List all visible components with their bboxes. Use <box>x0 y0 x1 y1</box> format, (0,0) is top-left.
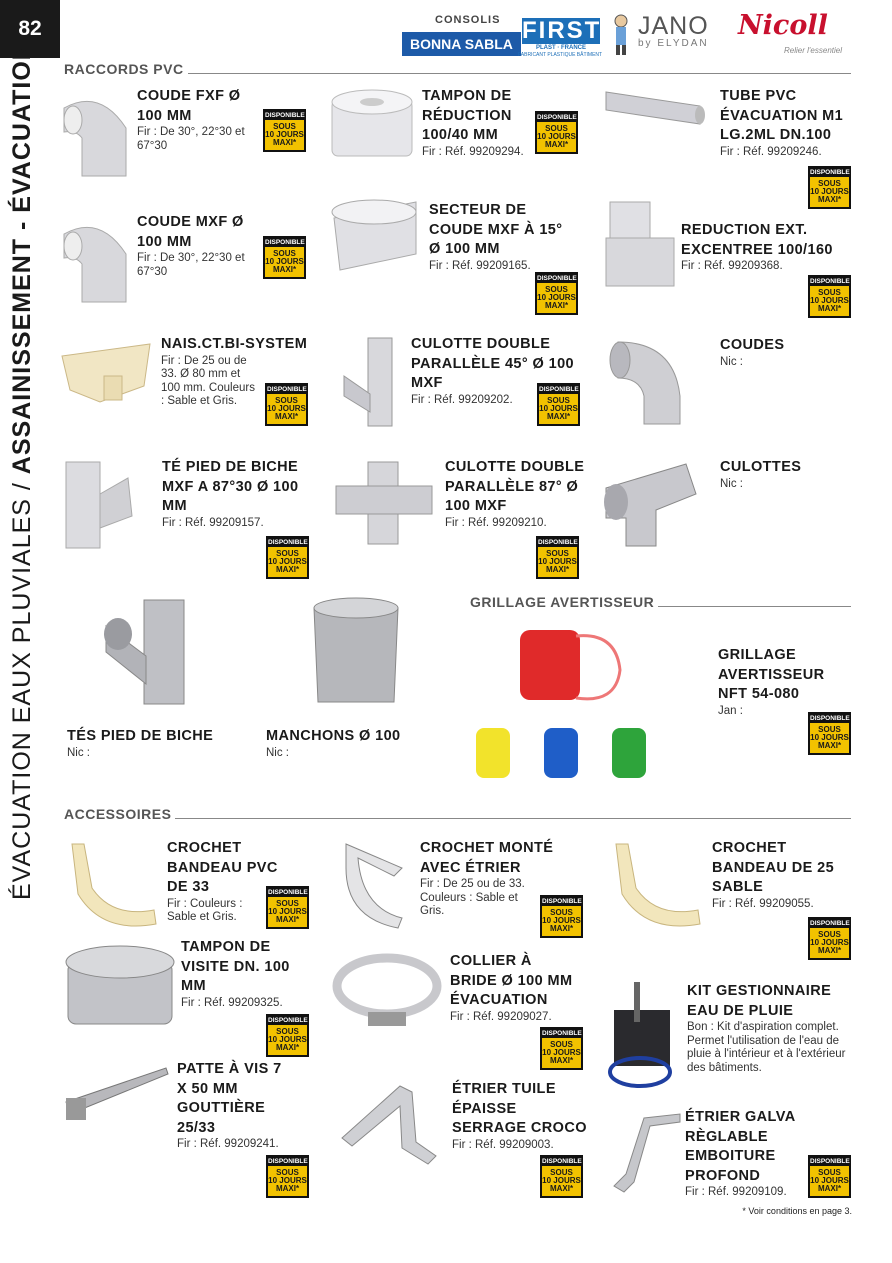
badge-line2: 10 JOURS <box>810 296 849 305</box>
product-desc: Fir : Réf. 99209109. <box>685 1186 787 1198</box>
tes-pied-image <box>100 596 192 708</box>
badge-line1: SOUS <box>550 908 573 917</box>
product-coudes <box>720 336 850 369</box>
product-culotte87 <box>445 458 585 530</box>
product-desc: Fir : Réf. 99209055. <box>712 897 814 910</box>
badge-line3: MAXI* <box>817 304 842 313</box>
grillage-red-image <box>516 622 624 708</box>
crochet-monte-image <box>332 838 416 930</box>
badge-line1: SOUS <box>818 1168 841 1177</box>
manchons-image <box>310 596 402 708</box>
badge-line1: SOUS <box>545 285 568 294</box>
first-logo-tagline: FABRICANT PLASTIQUE BÂTIMENT <box>518 52 603 58</box>
badge-line1: SOUS <box>550 1168 573 1177</box>
first-logo-text: FIRST <box>522 17 602 44</box>
kit-image <box>604 980 682 1092</box>
product-tes-pied <box>67 727 257 760</box>
badge-line2: 10 JOURS <box>542 1176 581 1185</box>
product-title: GRILLAGE AVERTISSEUR NFT 54-080 <box>718 647 825 702</box>
badge-line3: MAXI* <box>272 138 297 147</box>
page-number: 82 <box>0 0 60 58</box>
product-title: CULOTTES <box>720 459 802 475</box>
etrier-galva-image <box>604 1112 684 1200</box>
product-desc: Fir : Réf. 99209325. <box>181 996 283 1009</box>
product-desc: Fir : Réf. 99209157. <box>162 516 264 529</box>
badge-line2: 10 JOURS <box>542 916 581 925</box>
product-collier <box>450 952 580 1024</box>
section-grillage <box>470 594 851 610</box>
product-desc: Nic : <box>67 746 90 759</box>
product-title: SECTEUR DE COUDE MXF À 15° Ø 100 MM <box>429 202 563 257</box>
product-desc: Fir : Réf. 99209294. <box>422 145 524 158</box>
availability-badge <box>266 536 309 579</box>
product-desc: Fir : Couleurs : Sable et Gris. <box>167 897 243 923</box>
product-desc: Fir : Réf. 99209210. <box>445 516 547 529</box>
badge-line1: SOUS <box>273 122 296 131</box>
product-title: CROCHET MONTÉ AVEC ÉTRIER <box>420 840 554 876</box>
badge-top: DISPONIBLE <box>538 539 578 546</box>
badge-top: DISPONIBLE <box>268 1158 308 1165</box>
section-raccords-label: RACCORDS PVC <box>64 61 184 77</box>
product-title: ÉTRIER GALVA RÈGLABLE EMBOITURE PROFOND <box>685 1109 796 1184</box>
availability-badge <box>266 886 309 929</box>
product-title: COUDES <box>720 337 785 353</box>
product-title: TUBE PVC ÉVACUATION M1 LG.2ML DN.100 <box>720 88 844 143</box>
badge-line1: SOUS <box>818 288 841 297</box>
product-tube-pvc <box>720 87 852 159</box>
badge-top: DISPONIBLE <box>267 386 307 393</box>
badge-line3: MAXI* <box>275 565 300 574</box>
badge-line1: SOUS <box>276 1027 299 1036</box>
badge-top: DISPONIBLE <box>265 239 305 246</box>
badge-line2: 10 JOURS <box>538 557 577 566</box>
badge-line3: MAXI* <box>272 265 297 274</box>
product-te-pied <box>162 458 302 530</box>
badge-line1: SOUS <box>547 396 570 405</box>
availability-badge <box>537 383 580 426</box>
availability-badge <box>266 1155 309 1198</box>
badge-line3: MAXI* <box>817 946 842 955</box>
badge-line1: SOUS <box>818 179 841 188</box>
product-title: COUDE MXF Ø 100 MM <box>137 214 244 250</box>
bonna-sabla-logo: BONNA SABLA <box>402 32 521 56</box>
product-culottes <box>720 458 850 491</box>
badge-line3: MAXI* <box>274 412 299 421</box>
badge-top: DISPONIBLE <box>268 889 308 896</box>
badge-top: DISPONIBLE <box>810 920 850 927</box>
badge-line1: SOUS <box>273 249 296 258</box>
badge-top: DISPONIBLE <box>265 112 305 119</box>
grillage-colors-image <box>474 722 680 784</box>
badge-line2: 10 JOURS <box>265 130 304 139</box>
side-title-light: ÉVACUATION EAUX PLUVIALES <box>8 498 36 900</box>
first-plast-logo <box>522 18 600 52</box>
section-accessoires <box>64 806 851 822</box>
badge-line3: MAXI* <box>549 1056 574 1065</box>
nicoll-logo: Nicoll <box>738 10 828 41</box>
badge-line3: MAXI* <box>817 1184 842 1193</box>
availability-badge <box>265 383 308 426</box>
badge-line1: SOUS <box>275 396 298 405</box>
nais-image <box>60 336 156 408</box>
availability-badge <box>540 1027 583 1070</box>
badge-line3: MAXI* <box>275 915 300 924</box>
culotte45-image <box>340 336 402 428</box>
badge-line1: SOUS <box>276 899 299 908</box>
badge-line2: 10 JOURS <box>267 404 306 413</box>
badge-line3: MAXI* <box>817 195 842 204</box>
culotte87-image <box>334 460 434 546</box>
collier-image <box>332 950 442 1032</box>
footnote: * Voir conditions en page 3. <box>742 1206 852 1216</box>
badge-top: DISPONIBLE <box>542 1030 582 1037</box>
brand-logos <box>400 8 855 58</box>
product-title: KIT GESTIONNAIRE EAU DE PLUIE <box>687 983 832 1019</box>
badge-top: DISPONIBLE <box>810 278 850 285</box>
badge-line1: SOUS <box>276 549 299 558</box>
product-coude-mxf <box>137 213 262 279</box>
side-title <box>8 41 37 900</box>
availability-badge <box>540 895 583 938</box>
coude-fxf-image <box>60 88 132 180</box>
section-grillage-label: GRILLAGE AVERTISSEUR <box>470 594 655 610</box>
badge-line2: 10 JOURS <box>542 1048 581 1057</box>
badge-line1: SOUS <box>545 124 568 133</box>
product-desc: Fir : Réf. 99209368. <box>681 260 783 272</box>
badge-line2: 10 JOURS <box>268 1035 307 1044</box>
badge-line1: SOUS <box>276 1168 299 1177</box>
badge-line2: 10 JOURS <box>268 557 307 566</box>
badge-line3: MAXI* <box>546 412 571 421</box>
badge-line2: 10 JOURS <box>268 907 307 916</box>
badge-top: DISPONIBLE <box>542 1158 582 1165</box>
availability-badge <box>808 166 851 209</box>
product-patte <box>177 1060 287 1152</box>
badge-line2: 10 JOURS <box>539 404 578 413</box>
badge-top: DISPONIBLE <box>537 114 577 121</box>
culottes-image <box>596 458 700 548</box>
badge-line1: SOUS <box>550 1040 573 1049</box>
product-secteur <box>429 201 569 273</box>
tampon-visite-image <box>62 940 178 1030</box>
badge-line2: 10 JOURS <box>810 187 849 196</box>
badge-line3: MAXI* <box>544 140 569 149</box>
badge-top: DISPONIBLE <box>268 539 308 546</box>
badge-line2: 10 JOURS <box>810 938 849 947</box>
jano-logo-sub: by ELYDAN <box>638 38 709 49</box>
product-title: CULOTTE DOUBLE PARALLÈLE 45° Ø 100 MXF <box>411 336 575 391</box>
product-title: COLLIER À BRIDE Ø 100 MM ÉVACUATION <box>450 953 573 1008</box>
product-desc: Fir : De 30°, 22°30 et 67°30 <box>137 252 245 278</box>
product-title: COUDE FXF Ø 100 MM <box>137 88 241 124</box>
badge-line2: 10 JOURS <box>265 257 304 266</box>
badge-top: DISPONIBLE <box>810 1158 850 1165</box>
mascot-icon <box>610 12 632 56</box>
coudes-image <box>604 336 684 428</box>
product-desc: Nic : <box>720 477 743 490</box>
badge-line2: 10 JOURS <box>810 1176 849 1185</box>
product-title: CULOTTE DOUBLE PARALLÈLE 87° Ø 100 MXF <box>445 459 585 514</box>
badge-top: DISPONIBLE <box>810 715 850 722</box>
etrier-tuile-image <box>336 1082 442 1166</box>
section-accessoires-label: ACCESSOIRES <box>64 806 172 822</box>
badge-line3: MAXI* <box>544 301 569 310</box>
availability-badge <box>808 1155 851 1198</box>
jano-logo: JANO <box>638 12 709 40</box>
product-desc: Bon : Kit d'aspiration complet. Permet l'utilisation de l'eau de pluie à l'intérieur et à l'extérieur des bâtiments. <box>687 1021 846 1074</box>
badge-line3: MAXI* <box>817 741 842 750</box>
badge-line3: MAXI* <box>545 565 570 574</box>
availability-badge <box>808 917 851 960</box>
badge-line2: 10 JOURS <box>537 293 576 302</box>
badge-line3: MAXI* <box>275 1043 300 1052</box>
badge-line2: 10 JOURS <box>810 733 849 742</box>
product-desc: Nic : <box>720 355 743 368</box>
product-title: NAIS.CT.BI-SYSTEM <box>161 336 308 352</box>
side-title-bold: ASSAINISSEMENT - ÉVACUATION <box>8 41 36 475</box>
product-title: TAMPON DE RÉDUCTION 100/40 MM <box>422 88 512 143</box>
first-logo-sub: PLAST · FRANCE <box>522 44 600 52</box>
crochet-bandeau-image <box>62 838 162 930</box>
badge-line3: MAXI* <box>549 924 574 933</box>
product-etrier-galva <box>685 1108 803 1200</box>
crochet-25-image <box>606 838 706 930</box>
badge-line3: MAXI* <box>549 1184 574 1193</box>
availability-badge <box>263 236 306 279</box>
product-tampon-reduction <box>422 87 532 159</box>
product-manchons <box>266 727 456 760</box>
product-crochet-bandeau <box>167 839 282 925</box>
product-kit <box>687 982 847 1075</box>
product-desc: Fir : De 25 ou de 33. Ø 80 mm et 100 mm. Couleurs : Sable et Gris. <box>161 354 255 407</box>
product-title: CROCHET BANDEAU PVC DE 33 <box>167 840 278 895</box>
product-desc: Fir : Réf. 99209241. <box>177 1138 279 1150</box>
section-raccords <box>64 61 851 77</box>
availability-badge <box>536 536 579 579</box>
product-etrier-tuile <box>452 1080 587 1152</box>
product-title: REDUCTION EXT. EXCENTREE 100/160 <box>681 222 833 258</box>
coude-mxf-image <box>60 214 132 306</box>
product-crochet-monte <box>420 839 560 919</box>
product-title: CROCHET BANDEAU DE 25 SABLE <box>712 840 835 895</box>
availability-badge <box>535 111 578 154</box>
badge-top: DISPONIBLE <box>539 386 579 393</box>
tampon-reduction-image <box>330 88 414 166</box>
product-desc: Fir : De 25 ou de 33. Couleurs : Sable et Gris. <box>420 878 525 917</box>
product-desc: Fir : Réf. 99209202. <box>411 393 513 406</box>
product-desc: Fir : Réf. 99209003. <box>452 1138 554 1151</box>
badge-top: DISPONIBLE <box>542 898 582 905</box>
product-desc: Fir : Réf. 99209165. <box>429 259 531 272</box>
te-pied-image <box>62 458 134 550</box>
side-title-sep: / <box>8 474 36 499</box>
tube-pvc-image <box>604 86 708 130</box>
availability-badge <box>808 275 851 318</box>
badge-top: DISPONIBLE <box>537 275 577 282</box>
availability-badge <box>535 272 578 315</box>
badge-line2: 10 JOURS <box>537 132 576 141</box>
product-crochet-25 <box>712 839 847 911</box>
product-title: MANCHONS Ø 100 <box>266 728 401 744</box>
badge-top: DISPONIBLE <box>810 169 850 176</box>
badge-line1: SOUS <box>818 725 841 734</box>
product-grillage <box>718 646 838 718</box>
badge-line1: SOUS <box>546 549 569 558</box>
product-desc: Jan : <box>718 704 743 717</box>
product-coude-fxf <box>137 87 262 153</box>
product-title: TÉ PIED DE BICHE MXF A 87°30 Ø 100 MM <box>162 459 299 514</box>
product-title: TAMPON DE VISITE DN. 100 MM <box>181 939 290 994</box>
badge-line1: SOUS <box>818 930 841 939</box>
product-title: PATTE À VIS 7 X 50 MM GOUTTIÈRE 25/33 <box>177 1061 282 1136</box>
badge-line2: 10 JOURS <box>268 1176 307 1185</box>
nicoll-logo-sub: Relier l'essentiel <box>784 46 842 55</box>
badge-top: DISPONIBLE <box>268 1017 308 1024</box>
product-title: ÉTRIER TUILE ÉPAISSE SERRAGE CROCO <box>452 1081 587 1136</box>
consolis-logo: CONSOLIS <box>435 14 501 26</box>
availability-badge <box>808 712 851 755</box>
secteur-image <box>330 198 420 274</box>
product-title: TÉS PIED DE BICHE <box>67 728 214 744</box>
product-desc: Nic : <box>266 746 289 759</box>
patte-image <box>62 1062 172 1124</box>
product-tampon-visite <box>181 938 296 1010</box>
availability-badge <box>266 1014 309 1057</box>
reduction-image <box>604 198 676 290</box>
availability-badge <box>540 1155 583 1198</box>
product-desc: Fir : Réf. 99209246. <box>720 145 822 158</box>
product-reduction <box>681 221 851 274</box>
product-desc: Fir : De 30°, 22°30 et 67°30 <box>137 126 245 152</box>
product-desc: Fir : Réf. 99209027. <box>450 1010 552 1023</box>
availability-badge <box>263 109 306 152</box>
badge-line3: MAXI* <box>275 1184 300 1193</box>
